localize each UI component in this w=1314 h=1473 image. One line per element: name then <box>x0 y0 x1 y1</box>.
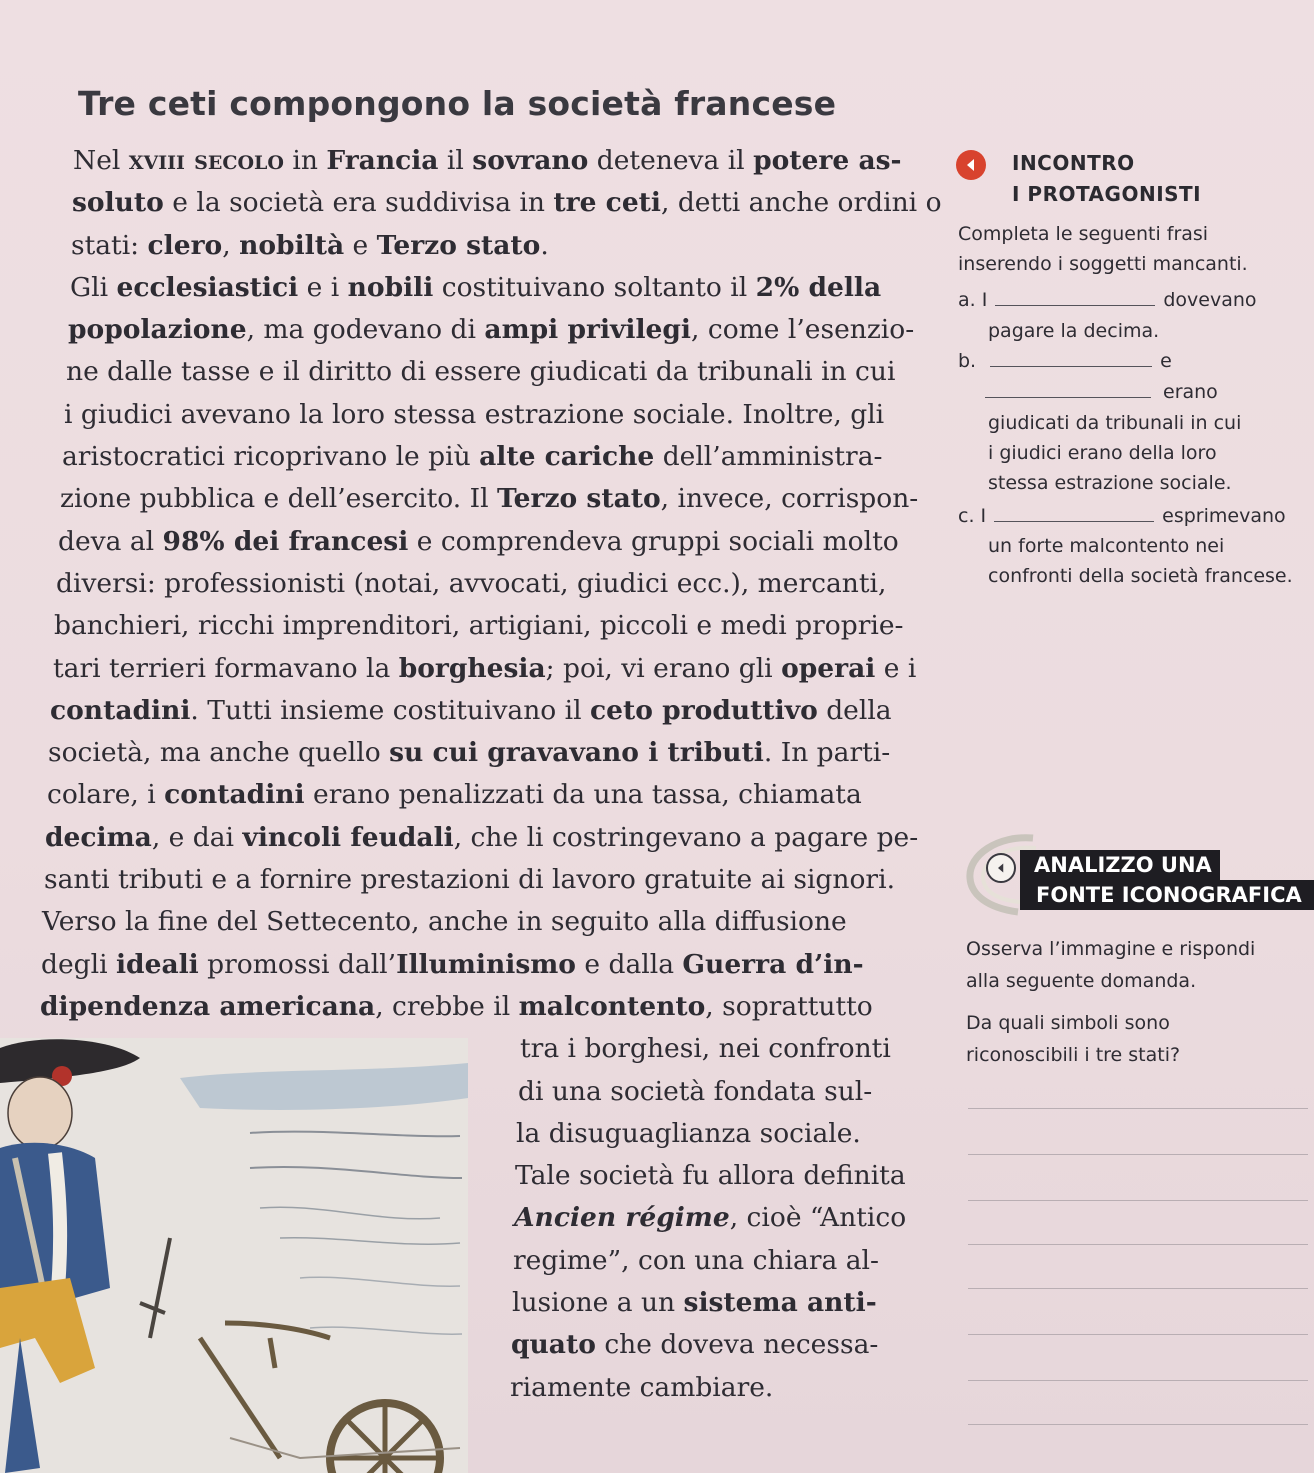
text: e <box>1160 350 1172 372</box>
line: Tale società fu allora definita <box>515 1160 906 1192</box>
text: . <box>540 229 549 261</box>
text: lusione a un <box>512 1287 684 1319</box>
line <box>40 521 920 563</box>
text: , detti anche ordini o <box>660 187 942 219</box>
text: costituivano soltanto il <box>433 271 756 303</box>
incontro-heading: INCONTRO <box>1012 151 1135 175</box>
exercise-b-l5: stessa estrazione sociale. <box>988 472 1232 494</box>
text: operai <box>781 652 876 684</box>
text: che doveva necessa- <box>595 1329 879 1361</box>
text: contadini <box>50 694 191 726</box>
line: i giudici avevano la loro stessa estrazione sociale. Inoltre, gli <box>64 398 885 430</box>
engraving-illustration <box>0 1038 468 1473</box>
text: erano penalizzati da una tassa, chiamata <box>304 779 862 811</box>
line <box>40 267 920 309</box>
text: contadini <box>164 779 305 811</box>
text: aristocratici ricoprivano le più <box>62 441 480 473</box>
text: , e dai <box>151 821 243 853</box>
text: su cui gravavano i tributi <box>389 737 764 769</box>
exercise-a <box>958 285 1257 315</box>
line <box>40 986 920 1028</box>
engraving-svg <box>0 1038 468 1473</box>
exercise-b-l4: i giudici erano della loro <box>988 442 1217 464</box>
line: riamente cambiare. <box>510 1371 774 1403</box>
text: promossi dall’ <box>198 948 397 980</box>
text: e la società era suddivisa in <box>163 187 554 219</box>
line <box>40 225 920 267</box>
exercise-b-l2 <box>985 377 1218 407</box>
text: nobili <box>347 271 434 303</box>
line: ne dalle tasse e il diritto di essere giudicati da tribunali in cui <box>66 356 896 388</box>
answer-line[interactable] <box>968 1154 1308 1155</box>
text: ceto produttivo <box>590 694 818 726</box>
text: malcontento <box>518 990 706 1022</box>
answer-line[interactable] <box>968 1424 1308 1425</box>
text: e i <box>298 271 348 303</box>
line <box>40 478 920 520</box>
answer-line[interactable] <box>968 1200 1308 1201</box>
text: dipendenza americana <box>40 990 376 1022</box>
text: colare, i <box>47 779 165 811</box>
text: in <box>283 145 327 176</box>
text: erano <box>1163 381 1218 403</box>
exercise-a-cont: pagare la decima. <box>988 320 1160 342</box>
fonte-q: alla seguente domanda. <box>966 970 1197 992</box>
text: zione pubblica e dell’esercito. Il <box>60 483 497 515</box>
line: di una società fondata sul- <box>518 1075 873 1107</box>
line: Verso la fine del Settecento, anche in seguito alla diffusione <box>42 906 847 938</box>
text: , che li costringevano a pagare pe- <box>453 821 919 853</box>
arrow-left-icon <box>986 853 1016 883</box>
text: , come l’esenzio- <box>691 314 915 346</box>
text: . Tutti insieme costituivano il <box>190 694 591 726</box>
line: la disuguaglianza sociale. <box>516 1117 861 1149</box>
exercise-c-l2: un forte malcontento nei <box>988 535 1225 557</box>
line: tra i borghesi, nei confronti <box>520 1033 891 1065</box>
text: , invece, corrispon- <box>660 483 919 515</box>
label: b. <box>958 350 977 372</box>
text: ampi privilegi <box>484 314 692 346</box>
answer-line[interactable] <box>968 1244 1308 1245</box>
text: 2% della <box>755 271 882 303</box>
text: Francia <box>326 145 439 176</box>
answer-line[interactable] <box>968 1380 1308 1381</box>
label: a. I <box>958 289 988 311</box>
text: popolazione <box>68 314 247 346</box>
incontro-intro: Completa le seguenti frasi <box>958 223 1209 245</box>
label: c. I <box>958 505 987 527</box>
text: e <box>344 229 377 261</box>
text: e comprendeva gruppi sociali molto <box>408 525 899 557</box>
answer-line[interactable] <box>968 1108 1308 1109</box>
answer-line[interactable] <box>968 1288 1308 1289</box>
text: deva al <box>58 525 163 557</box>
text: Ancien régime <box>514 1202 730 1234</box>
exercise-b-l3: giudicati da tribunali in cui <box>988 412 1242 434</box>
line <box>40 817 920 859</box>
line <box>40 309 920 351</box>
text: ; poi, vi erano gli <box>545 652 782 684</box>
text: deteneva il <box>588 145 754 176</box>
text: , crebbe il <box>375 990 519 1022</box>
fonte-heading: ANALIZZO UNA <box>1034 853 1212 877</box>
exercise-c-l3: confronti della società francese. <box>988 565 1293 587</box>
text: 98% dei francesi <box>162 525 409 557</box>
text: , cioè “Antico <box>729 1202 907 1234</box>
text: , ma godevano di <box>246 314 485 346</box>
fonte-q: Osserva l’immagine e rispondi <box>966 938 1256 960</box>
text: vincoli feudali <box>242 821 454 853</box>
text: dell’amministra- <box>654 441 883 473</box>
text: , <box>222 229 240 261</box>
text: tre ceti <box>553 187 661 219</box>
arrow-left-icon <box>956 150 986 180</box>
fonte-heading: FONTE ICONOGRAFICA <box>1036 883 1302 907</box>
text: e i <box>875 652 917 684</box>
exercise-b <box>958 346 1172 376</box>
text: stati: <box>71 229 148 261</box>
text: decima <box>45 821 152 853</box>
page-title: Tre ceti compongono la società francese <box>78 84 837 123</box>
text: Terzo stato <box>496 483 661 515</box>
text: dovevano <box>1163 289 1257 311</box>
text: il <box>438 145 473 176</box>
line <box>40 732 920 774</box>
text: quato <box>511 1329 596 1361</box>
incontro-intro: inserendo i soggetti mancanti. <box>958 253 1248 275</box>
text: . In parti- <box>763 737 891 769</box>
text: Terzo stato <box>376 229 541 261</box>
blank-field[interactable] <box>995 305 1155 306</box>
line <box>40 436 920 478</box>
text: esprimevano <box>1162 505 1286 527</box>
line: banchieri, ricchi imprenditori, artigiani, piccoli e medi proprie- <box>54 610 904 642</box>
text: soluto <box>72 187 164 219</box>
text: ideali <box>115 948 199 980</box>
text: Nel <box>73 145 129 176</box>
line: diversi: professionisti (notai, avvocati, giudici ecc.), mercanti, <box>56 567 887 599</box>
text: , soprattutto <box>705 990 873 1022</box>
text: tari terrieri formavano la <box>53 652 399 684</box>
blank-field[interactable] <box>990 366 1152 367</box>
text: società, ma anche quello <box>48 737 390 769</box>
line <box>40 140 920 182</box>
text: clero <box>147 229 223 261</box>
fonte-q: riconoscibili i tre stati? <box>966 1044 1181 1066</box>
text: potere as- <box>753 145 902 176</box>
exercise-c <box>958 501 1286 531</box>
text: Guerra d’in- <box>682 948 864 980</box>
text: nobiltà <box>239 229 345 261</box>
line <box>40 648 920 690</box>
text: xviii secolo <box>128 145 284 176</box>
blank-field[interactable] <box>994 521 1154 522</box>
text: e dalla <box>575 948 683 980</box>
answer-line[interactable] <box>968 1334 1308 1335</box>
text: della <box>817 694 892 726</box>
protagonisti-heading: I PROTAGONISTI <box>1012 182 1202 206</box>
line <box>40 944 920 986</box>
line: regime”, con una chiara al- <box>513 1244 879 1276</box>
text: ecclesiastici <box>116 271 299 303</box>
blank-field[interactable] <box>985 397 1151 398</box>
fonte-q: Da quali simboli sono <box>966 1012 1170 1034</box>
line <box>40 774 920 816</box>
fonte-banner <box>1020 850 1314 910</box>
line <box>40 690 920 732</box>
text: Illuminismo <box>396 948 576 980</box>
text: degli <box>41 948 116 980</box>
line <box>40 182 942 224</box>
text: sistema anti- <box>683 1287 877 1319</box>
line: santi tributi e a fornire prestazioni di lavoro gratuite ai signori. <box>44 864 895 896</box>
text: sovrano <box>472 145 589 176</box>
text: Gli <box>70 271 117 303</box>
text: alte cariche <box>479 441 655 473</box>
text: borghesia <box>398 652 546 684</box>
